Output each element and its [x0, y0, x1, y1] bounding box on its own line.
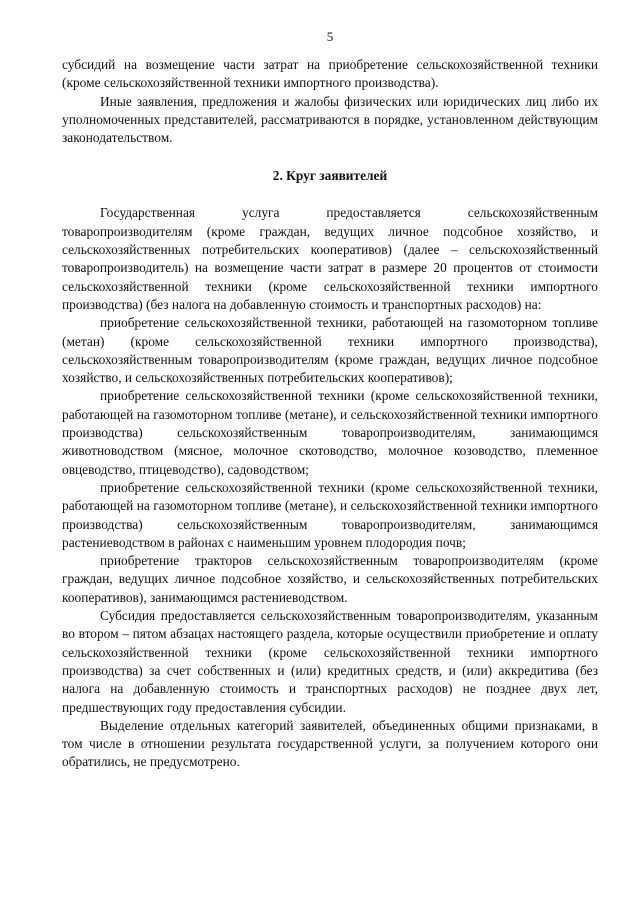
intro-paragraph-2: Иные заявления, предложения и жалобы физических или юридических лиц либо их уполномоченных представителей, рассматриваются в порядке, установленном действующим законодательством. — [62, 93, 598, 146]
document-page — [62, 28, 598, 772]
section-paragraph-7: Выделение отдельных категорий заявителей, объединенных общими признаками, в том числе в отношении результата государственной услуги, за получением которого они обратились, не предусмотрено. — [62, 717, 598, 770]
section-paragraph-1: Государственная услуга предоставляется сельскохозяйственным товаропроизводителям (кроме граждан, ведущих личное подсобное хозяйство, и сельскохозяйственных потребительских кооперативов) (далее – сельскохозяйственный товаропроизводитель) на возмещение части затрат в размере 20 процентов от стоимости сельскохозяйственной техники (кроме сельскохозяйственной техники импортного производства) (без налога на добавленную стоимость и транспортных расходов) на: — [62, 205, 598, 312]
page-number: 5 — [326, 29, 334, 44]
section-paragraph-3: приобретение сельскохозяйственной техники (кроме сельскохозяйственной техники, работающей на газомоторном топливе (метане), и сельскохозяйственной техники импортного производства) сельскохозяйственным товаропроизводителям, занимающимся животноводством (мясное, молочное скотоводство, молочное козоводство, племенное овцеводство, птицеводство), садоводством; — [62, 388, 598, 477]
section-paragraph-5: приобретение тракторов сельскохозяйственным товаропроизводителям (кроме граждан, ведущих личное подсобное хозяйство, и сельскохозяйственных потребительских кооперативов), занимающимся растениеводством. — [62, 553, 598, 605]
section-heading: 2. Круг заявителей — [272, 168, 388, 184]
section-paragraph-2: приобретение сельскохозяйственной техники, работающей на газомоторном топливе (метан) (кроме сельскохозяйственной техники импортного производства), сельскохозяйственным товаропроизводителям (кроме граждан, ведущих личное подсобное хозяйство, и сельскохозяйственных потребительских кооперативов); — [62, 315, 598, 386]
section-paragraph-4: приобретение сельскохозяйственной техники (кроме сельскохозяйственной техники, работающей на газомоторном топливе (метане), и сельскохозяйственной техники импортного производства) сельскохозяйственным товаропроизводителям, занимающимся растениеводством в районах с наименьшим уровнем плодородия почв; — [62, 479, 598, 550]
intro-paragraph-1: субсидий на возмещение части затрат на приобретение сельскохозяйственной техники (кроме сельскохозяйственной техники импортного производства). — [62, 57, 598, 91]
section-paragraph-6: Субсидия предоставляется сельскохозяйственным товаропроизводителям, указанным во втором – пятом абзацах настоящего раздела, которые осуществили приобретение и оплату сельскохозяйственной техники (кроме сельскохозяйственной техники импортного производства) за счет собственных и (или) кредитных средств, и (или) аккредитива (без налога на добавленную стоимость и транспортных расходов) не позднее двух лет, предшествующих году предоставления субсидии. — [62, 608, 598, 715]
section-body — [62, 204, 598, 771]
intro-text — [62, 56, 598, 147]
